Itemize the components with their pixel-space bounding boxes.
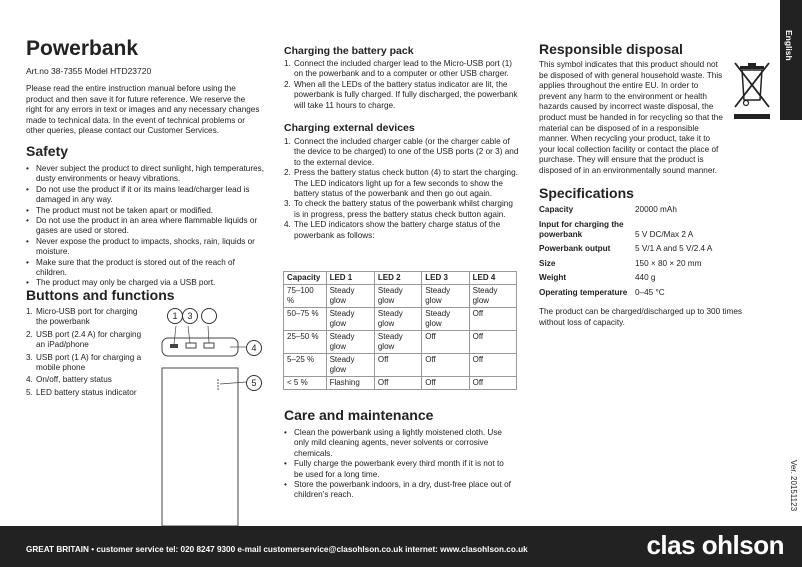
- table-cell: Steady glow: [469, 285, 516, 308]
- list-item: 3. USB port (1 A) for charging a mobile phone: [26, 352, 142, 373]
- list-item: • Never subject the product to direct sunlight, high temperatures, dusty environments or heavy vibrations.: [26, 164, 266, 185]
- table-cell: Flashing: [326, 377, 374, 390]
- table-cell: Steady glow: [326, 308, 374, 331]
- disposal-heading: Responsible disposal: [539, 41, 683, 57]
- table-cell: Off: [374, 354, 421, 377]
- list-item: • The product must not be taken apart or modified.: [26, 206, 266, 216]
- buttons-heading: Buttons and functions: [26, 287, 175, 303]
- callout-1: 1: [167, 308, 183, 324]
- intro-text: Please read the entire instruction manual before using the product and then save it for future reference. We reserve the right for any errors in text or images and any necessary changes made to technical data. In the event of technical problems or other queries, please contact our Customer Services.: [26, 84, 260, 136]
- spec-value: 440 g: [635, 273, 656, 283]
- table-header: LED 3: [422, 272, 469, 285]
- version-label: Ver. 20151123: [789, 460, 798, 512]
- callout-4: 4: [246, 340, 262, 356]
- table-cell: Off: [374, 377, 421, 390]
- table-cell: Steady glow: [326, 331, 374, 354]
- table-cell: Steady glow: [326, 354, 374, 377]
- list-item: 5. LED battery status indicator: [26, 387, 137, 397]
- list-item: 3. To check the battery status of the powerbank whilst charging is in progress, press the battery status check button again.: [284, 199, 513, 219]
- table-cell: Off: [469, 331, 516, 354]
- table-row: [539, 205, 712, 220]
- table-header: LED 1: [326, 272, 374, 285]
- care-heading: Care and maintenance: [284, 407, 434, 423]
- spec-value: 0–45 °C: [635, 287, 665, 297]
- table-cell: Steady glow: [374, 308, 421, 331]
- spec-value: 150 × 80 × 20 mm: [635, 258, 702, 268]
- table-header: LED 2: [374, 272, 421, 285]
- spec-value: 5 V/1 A and 5 V/2.4 A: [635, 244, 713, 254]
- table-cell: Off: [469, 354, 516, 377]
- spec-value: 20000 mAh: [635, 205, 677, 214]
- disposal-text: This symbol indicates that this product should not be disposed of with general household waste. This applies throughout the entire EU. In order to prevent any harm to the environment or health hazards caused by incorrect waste disposal, the product must be handed in for recycling so that the material can be disposed of in a responsible manner. When recycling your product, take it to your local collection facility or contact the place of purchase. They will ensure that the product is disposed of in an environmentally sound manner.: [539, 60, 723, 175]
- table-cell: Off: [422, 331, 469, 354]
- table-row: [539, 244, 712, 259]
- article-number: Art.no 38-7355 Model HTD23720: [26, 66, 152, 76]
- weee-bin-icon: [732, 60, 772, 120]
- callout-2: [201, 308, 217, 324]
- callout-3: 3: [182, 308, 198, 324]
- list-item: • Clean the powerbank using a lightly moistened cloth. Use only mild cleaning agents, never solvents or corrosive chemicals.: [284, 428, 514, 459]
- table-cell: 50–75 %: [284, 308, 327, 331]
- table-cell: Steady glow: [374, 331, 421, 354]
- table-row: [284, 331, 517, 354]
- list-item: 4. The LED indicators show the battery charge status of the powerbank as follows:: [284, 220, 501, 240]
- safety-list: [26, 164, 266, 289]
- list-item: • Never expose the product to impacts, shocks, rain, liquids or moisture.: [26, 237, 266, 258]
- table-cell: < 5 %: [284, 377, 327, 390]
- table-cell: 75–100 %: [284, 285, 327, 308]
- table-header-row: [284, 272, 517, 285]
- charging-list: [284, 59, 519, 111]
- spec-key: Operating temperature: [539, 287, 628, 297]
- table-row: [539, 273, 712, 288]
- list-item: 2. Press the battery status check button (4) to start the charging. The LED indicators light up for a few seconds to show the battery status of the powerbank and then go out again.: [284, 168, 518, 199]
- table-header: LED 4: [469, 272, 516, 285]
- list-item: • The product may only be charged via a USB port.: [26, 278, 266, 288]
- list-item: 1. Connect the included charger cable (or the charger cable of the device to be charged) to one of the USB ports (2 or 3) and to the external device.: [284, 137, 519, 167]
- spec-key: Size: [539, 258, 556, 268]
- external-heading: Charging external devices: [284, 122, 415, 134]
- brand-logo: clas ohlson: [646, 530, 784, 560]
- list-item: 4. On/off, battery status: [26, 375, 112, 385]
- table-row: [539, 259, 712, 274]
- list-item: 1. Connect the included charger lead to the Micro-USB port (1) on the powerbank and to a computer or other USB charger.: [284, 59, 512, 79]
- table-cell: Off: [422, 354, 469, 377]
- buttons-list: [26, 307, 148, 400]
- list-item: • Store the powerbank indoors, in a dry, dust-free place out of children’s reach.: [284, 480, 514, 501]
- table-cell: Off: [469, 377, 516, 390]
- list-item: • Do not use the product in an area where flammable liquids or gases are used or stored.: [26, 216, 266, 237]
- table-cell: Off: [422, 377, 469, 390]
- specifications-heading: Specifications: [539, 185, 634, 201]
- powerbank-illustration: [160, 318, 242, 528]
- table-cell: 25–50 %: [284, 331, 327, 354]
- table-row: [539, 220, 712, 245]
- product-title: Powerbank: [26, 37, 139, 60]
- table-cell: Steady glow: [422, 285, 469, 308]
- list-item: 1. Micro-USB port for charging the powerbank: [26, 307, 138, 327]
- charging-heading: Charging the battery pack: [284, 45, 414, 57]
- list-item: • Fully charge the powerbank every third month if it is not to be used for a long time.: [284, 459, 514, 480]
- table-cell: Steady glow: [422, 308, 469, 331]
- footer-contact: GREAT BRITAIN • customer service tel: 020 8247 9300 e-mail customerservice@clasohlson.co.uk internet: www.clasohlson.co.uk: [26, 545, 528, 554]
- language-tab: [780, 0, 802, 120]
- specifications-table: [539, 205, 712, 299]
- list-item: 2. When all the LEDs of the battery status indicator are lit, the powerbank is fully charged. If fully discharged, the powerbank will take 11 hours to charge.: [284, 79, 518, 110]
- list-item: • Make sure that the product is stored out of the reach of children.: [26, 258, 266, 279]
- spec-key: Input for charging the powerbank: [539, 219, 624, 240]
- language-label: English: [784, 30, 794, 61]
- led-status-table: [283, 271, 517, 390]
- external-list: [284, 137, 519, 241]
- table-cell: 5–25 %: [284, 354, 327, 377]
- table-row: [284, 285, 517, 308]
- safety-heading: Safety: [26, 143, 69, 159]
- spec-key: Powerbank output: [539, 244, 611, 254]
- callout-5: 5: [246, 375, 262, 391]
- table-row: [539, 288, 712, 299]
- table-cell: Steady glow: [326, 285, 374, 308]
- table-header: Capacity: [284, 272, 327, 285]
- table-row: [284, 354, 517, 377]
- table-row: [284, 377, 517, 390]
- footer-bar: [0, 526, 802, 567]
- table-cell: Off: [469, 308, 516, 331]
- care-list: [284, 428, 514, 501]
- charge-cycles-text: The product can be charged/discharged up to 300 times without loss of capacity.: [539, 307, 742, 327]
- spec-key: Weight: [539, 273, 567, 283]
- list-item: 2. USB port (2.4 A) for charging an iPad/phone: [26, 329, 142, 350]
- spec-value: 5 V DC/Max 2 A: [635, 229, 694, 239]
- spec-key: Capacity: [539, 205, 574, 214]
- table-row: [284, 308, 517, 331]
- list-item: • Do not use the product if it or its mains lead/charger lead is damaged in any way.: [26, 185, 266, 206]
- table-cell: Steady glow: [374, 285, 421, 308]
